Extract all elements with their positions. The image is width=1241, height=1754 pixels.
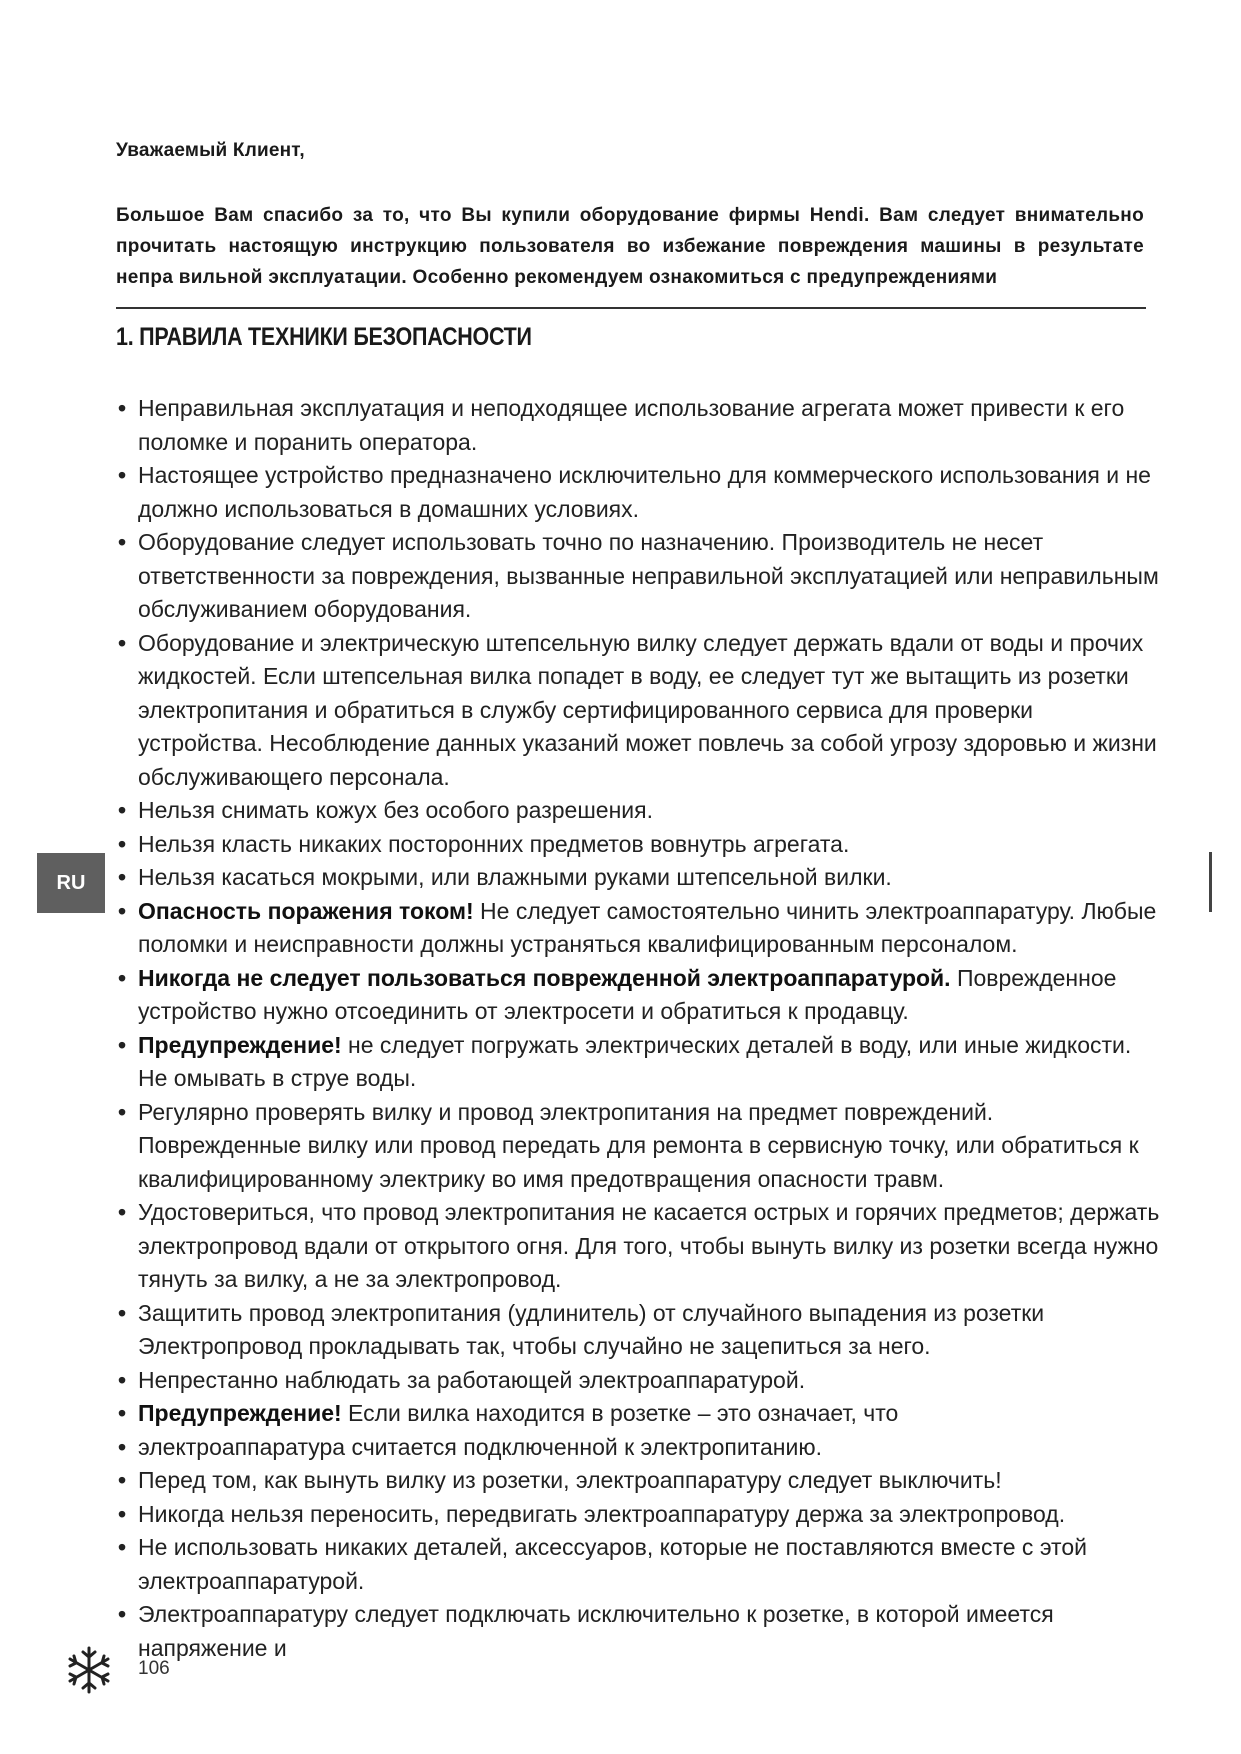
list-item-body: Настоящее устройство предназначено исключительно для коммерческого использования и не должно использоваться в домашних условиях. — [138, 462, 1151, 522]
bullet-icon: • — [118, 1299, 127, 1326]
list-item — [116, 1598, 1162, 1665]
list-item — [116, 392, 1162, 459]
list-item-text — [138, 1096, 1162, 1197]
language-tab: RU — [37, 853, 105, 913]
list-item — [116, 627, 1162, 795]
list-item-emphasis: Никогда не следует пользоваться поврежденной электроаппаратурой. — [138, 964, 951, 991]
list-item-emphasis: Опасность поражения током! — [138, 897, 474, 924]
bullet-icon: • — [118, 629, 127, 656]
bullet-icon: • — [118, 1366, 127, 1393]
list-item — [116, 1531, 1162, 1598]
bullet-icon: • — [118, 1601, 127, 1627]
list-item-text — [138, 1364, 1162, 1398]
bullet-icon: • — [118, 797, 127, 823]
bullet-icon: • — [118, 1098, 127, 1125]
bullet-icon: • — [118, 1031, 127, 1058]
bullet-icon: • — [118, 1400, 127, 1426]
list-item-body: Оборудование следует использовать точно по назначению. Производитель не несет ответственности за повреждения, вызванные неправильной эксплуатацией или неправильным обслуживанием оборудования. — [138, 529, 1159, 622]
bullet-icon: • — [118, 830, 127, 857]
greeting: Уважаемый Клиент, — [116, 140, 305, 161]
list-item — [116, 1297, 1162, 1364]
list-item — [116, 526, 1162, 627]
list-item-body: Неправильная эксплуатация и неподходящее использование агрегата может привести к его поломке и поранить оператора. — [138, 395, 1125, 455]
list-item-body: не следует погружать электрических деталей в воду, или иные жидкости. Не омывать в струе воды. — [138, 1031, 1132, 1091]
margin-marker — [1209, 852, 1212, 912]
list-item — [116, 828, 1162, 862]
list-item-text — [138, 459, 1162, 526]
list-item-body: Поврежденное устройство нужно отсоединить от электросети и обратиться к продавцу. — [138, 964, 1117, 1024]
list-item-text — [138, 962, 1162, 1029]
list-item — [116, 1029, 1162, 1096]
list-item-text — [138, 526, 1162, 627]
list-item — [116, 1196, 1162, 1297]
list-item-text — [138, 1598, 1162, 1665]
list-item-body: Непрестанно наблюдать за работающей электроаппаратурой. — [138, 1366, 806, 1393]
list-item — [116, 1431, 1162, 1465]
intro-paragraph: Большое Вам спасибо за то, что Вы купили оборудование фирмы Hendi. Вам следует внимательно прочитать настоящую инструкцию пользователя во избежание повреждения машины в результате непра вильной эксплуатации. Особенно рекомендуем ознакомиться с предупреждениями — [116, 205, 1144, 288]
bullet-icon: • — [118, 964, 127, 991]
bullet-icon: • — [118, 897, 127, 924]
section-title: 1. ПРАВИЛА ТЕХНИКИ БЕЗОПАСНОСТИ — [116, 323, 532, 351]
bullet-icon: • — [118, 1467, 127, 1493]
list-item-text — [138, 895, 1162, 962]
bullet-icon: • — [118, 529, 127, 555]
bullet-icon: • — [118, 864, 127, 890]
list-item-body: электроаппаратура считается подключенной к электропитанию. — [138, 1433, 822, 1460]
list-item-text — [138, 1029, 1162, 1096]
list-item — [116, 1464, 1162, 1498]
list-item-text — [138, 1431, 1162, 1465]
list-item — [116, 1096, 1162, 1197]
list-item-text — [138, 1531, 1162, 1598]
snowflake-icon — [64, 1645, 114, 1695]
list-item-text — [138, 794, 1162, 828]
list-item-body: Не следует самостоятельно чинить электроаппаратуру. Любые поломки и неисправности должны устраняться квалифицированным персоналом. — [138, 897, 1157, 957]
list-item-emphasis: Предупреждение! — [138, 1031, 342, 1058]
list-item-body: Не использовать никаких деталей, аксессуаров, которые не поставляются вместе с этой электроаппаратурой. — [138, 1534, 1087, 1594]
list-item-text — [138, 1498, 1162, 1532]
list-item-body: Оборудование и электрическую штепсельную вилку следует держать вдали от воды и прочих жидкостей. Если штепсельная вилка попадет в воду, ее следует тут же вытащить из розетки электропитания и обратиться в службу сертифицированного сервиса для проверки устройства. Несоблюдение данных указаний может повлечь за собой угрозу здоровью и жизни обслуживающего персонала. — [138, 629, 1157, 790]
bullet-icon: • — [118, 462, 127, 488]
list-item-body: Если вилка находится в розетке – это означает, что — [341, 1400, 899, 1426]
list-item — [116, 1397, 1162, 1431]
list-item — [116, 1498, 1162, 1532]
bullet-icon: • — [118, 1433, 127, 1460]
list-item-body: Электроаппаратуру следует подключать исключительно к розетке, в которой имеется напряжение и — [138, 1601, 1054, 1661]
list-item-text — [138, 1464, 1162, 1498]
bullet-icon: • — [118, 395, 127, 421]
list-item — [116, 962, 1162, 1029]
list-item — [116, 895, 1162, 962]
list-item-emphasis: Предупреждение! — [138, 1400, 342, 1426]
list-item-body: Удостовериться, что провод электропитания не касается острых и горячих предметов; держать электропровод вдали от открытого огня. Для того, чтобы вынуть вилку из розетки всегда нужно тянуть за вилку, а не за электропровод. — [138, 1199, 1160, 1292]
list-item-body: Регулярно проверять вилку и провод электропитания на предмет повреждений. Поврежденные вилку или провод передать для ремонта в сервисную точку, или обратиться к квалифицированному электрику во имя предотвращения опасности травм. — [138, 1098, 1139, 1192]
list-item-body: Перед том, как вынуть вилку из розетки, электроаппаратуру следует выключить! — [138, 1467, 1002, 1493]
list-item-text — [138, 828, 1162, 862]
list-item — [116, 459, 1162, 526]
page-number: 106 — [138, 1658, 170, 1679]
safety-rules-list — [116, 392, 1162, 1665]
list-item — [116, 1364, 1162, 1398]
list-item-body: Нельзя снимать кожух без особого разрешения. — [138, 797, 653, 823]
list-item-body: Никогда нельзя переносить, передвигать электроаппаратуру держа за электропровод. — [138, 1500, 1066, 1527]
list-item-text — [138, 1397, 1162, 1431]
list-item-body: Защитить провод электропитания (удлинитель) от случайного выпадения из розетки Электропровод прокладывать так, чтобы случайно не зацепиться за него. — [138, 1299, 1045, 1359]
list-item-body: Нельзя касаться мокрыми, или влажными руками штепсельной вилки. — [138, 864, 892, 890]
list-item — [116, 861, 1162, 895]
list-item-text — [138, 392, 1162, 459]
list-item — [116, 794, 1162, 828]
list-item-text — [138, 861, 1162, 895]
list-item-text — [138, 627, 1162, 795]
list-item-body: Нельзя класть никаких посторонних предметов вовнутрь агрегата. — [138, 830, 850, 857]
bullet-icon: • — [118, 1199, 127, 1225]
bullet-icon: • — [118, 1534, 127, 1560]
list-item-text — [138, 1196, 1162, 1297]
list-item-text — [138, 1297, 1162, 1364]
bullet-icon: • — [118, 1500, 127, 1527]
section-divider — [116, 307, 1146, 309]
